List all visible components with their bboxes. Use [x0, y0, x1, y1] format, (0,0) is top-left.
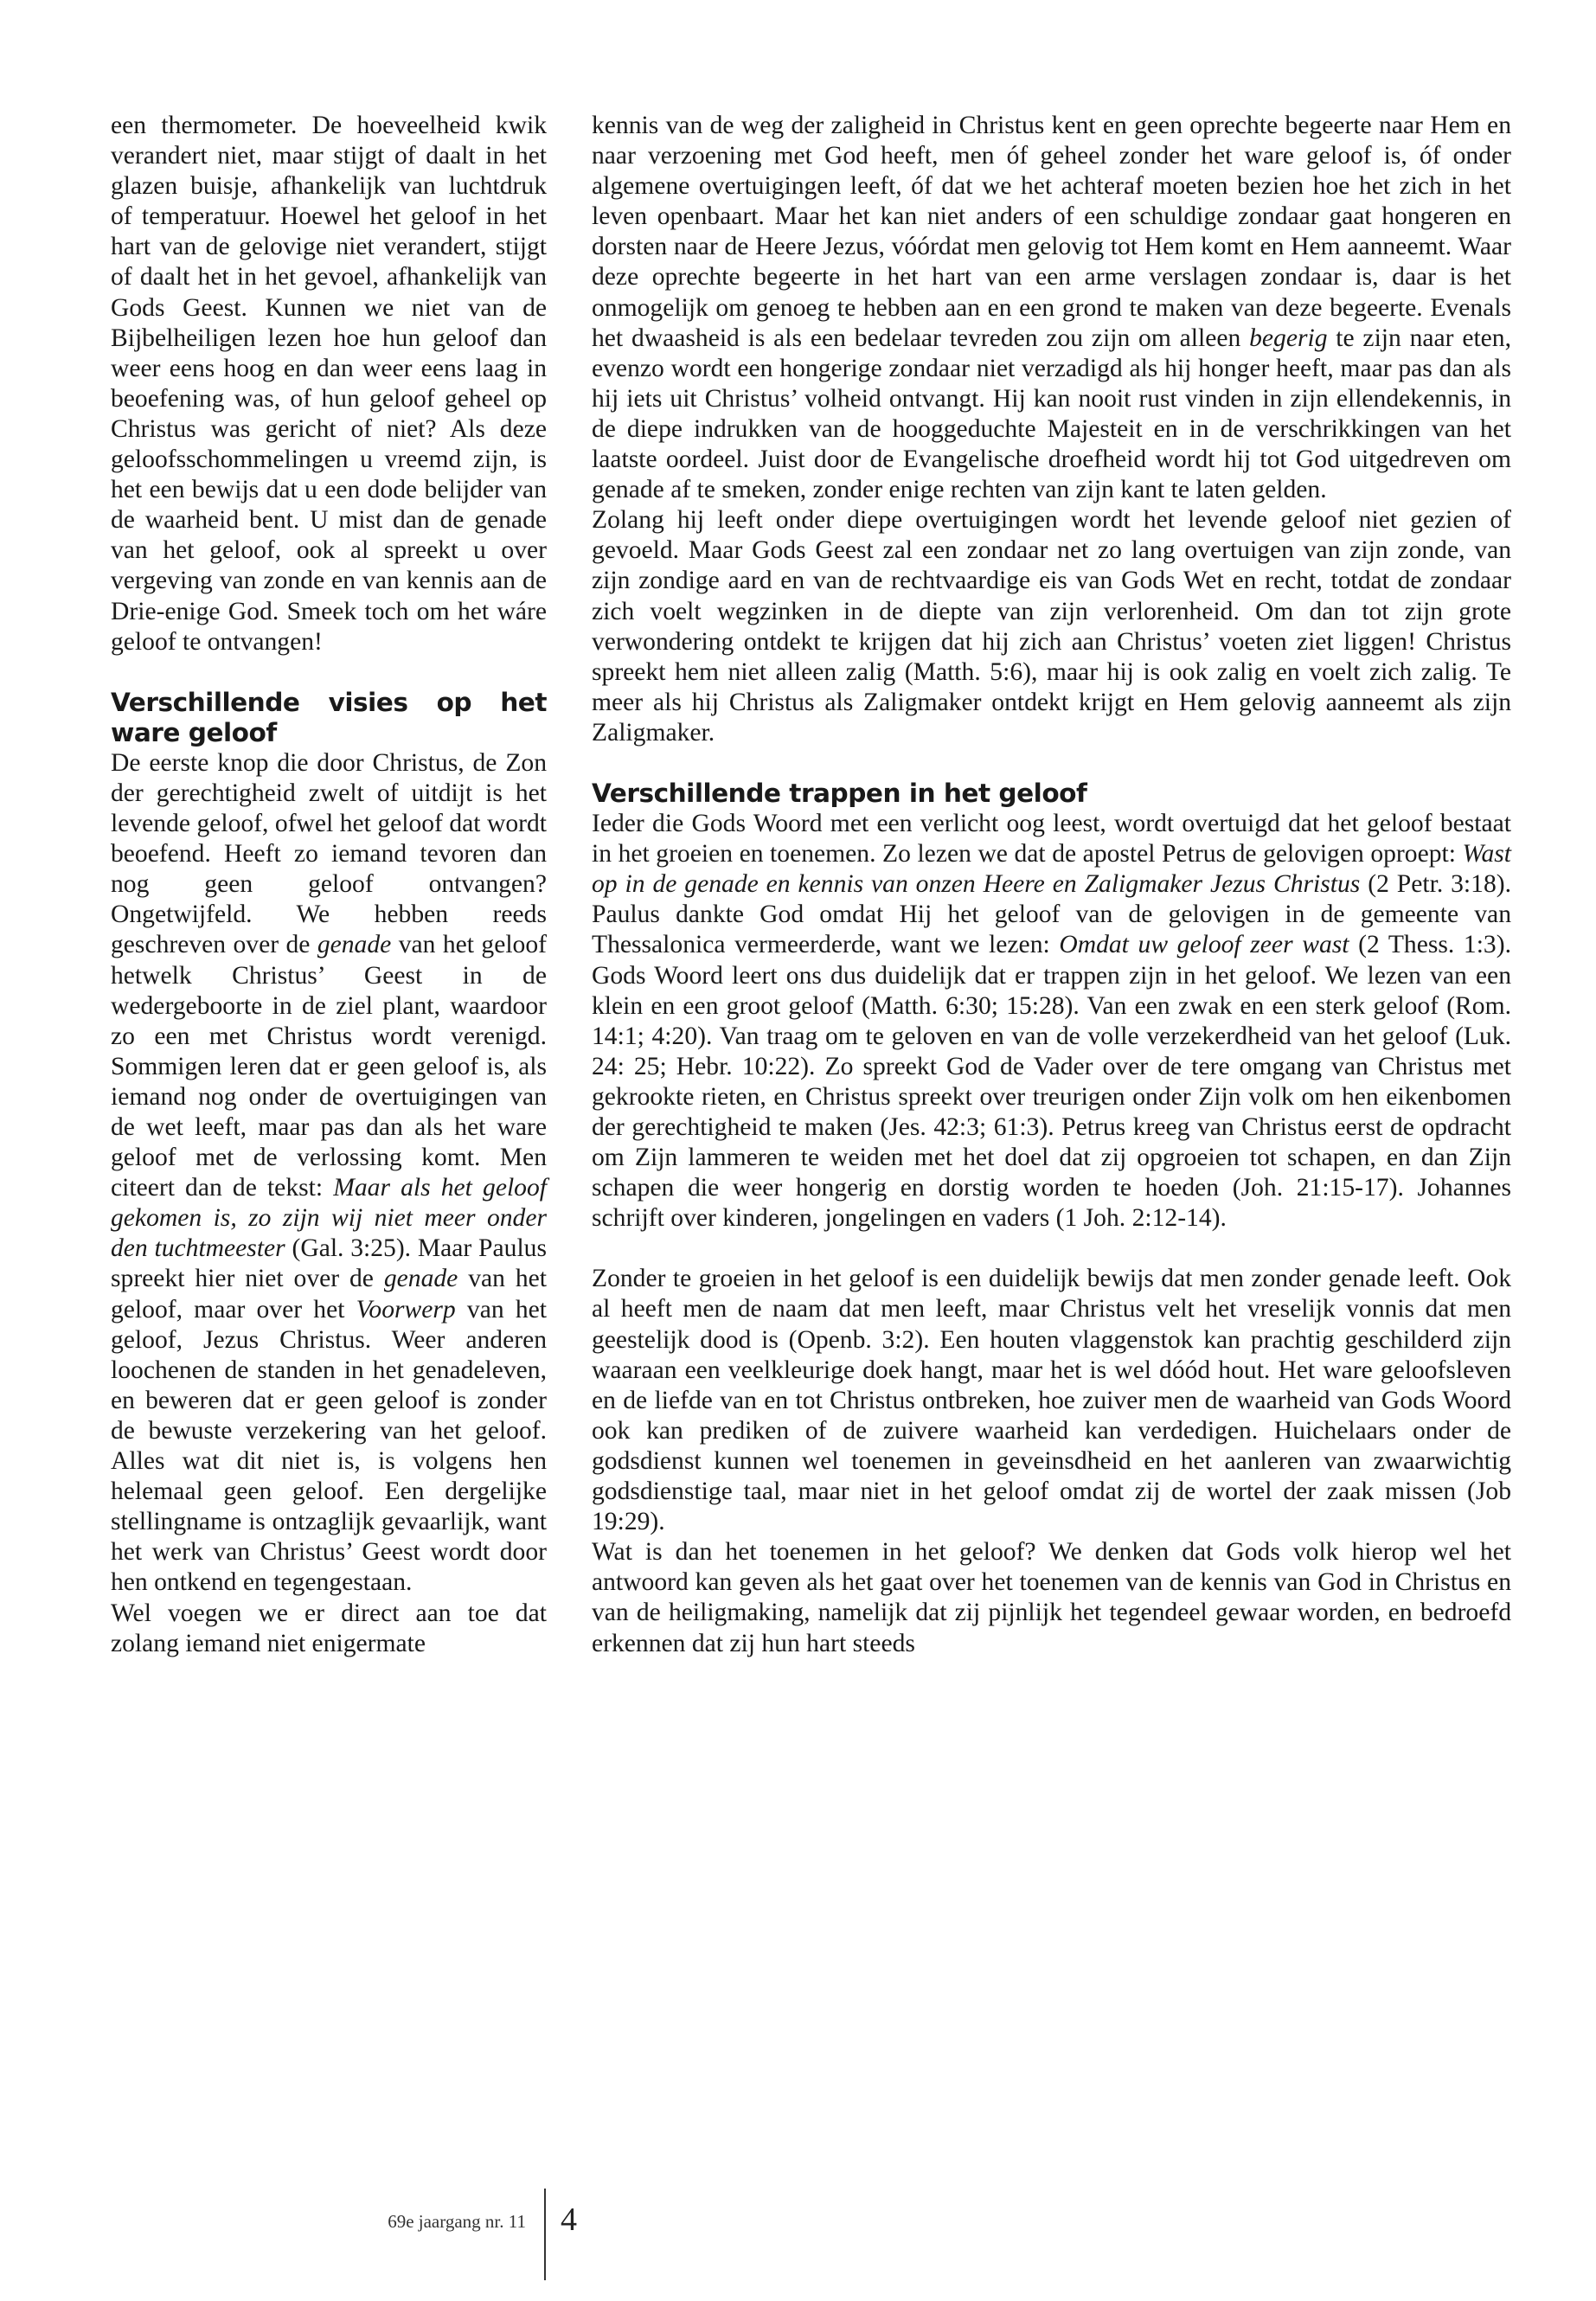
footer-divider — [544, 2189, 546, 2280]
paragraph: Wat is dan het toenemen in het geloof? We denken dat Gods volk hierop wel het antwoord kan geven als het gaat over het toenemen van de kennis van God in Christus en van de heiligmaking, namelijk dat zij pijnlijk het tegendeel gewaar worden, en bedroefd erkennen dat zij hun hart steeds — [592, 1538, 1511, 1657]
left-column — [111, 111, 547, 1659]
page-number: 4 — [561, 2202, 577, 2238]
paragraph: Zonder te groeien in het geloof is een duidelijk bewijs dat men zonder genade leeft. Ook al heeft men de naam dat men leeft, maar Christus velt het vreselijk vonnis dat men geestelijk dood is (Openb. 3:2). Een houten vlaggenstok kan prachtig geschilderd zijn waaraan een veelkleurige doek hangt, maar het is wel dóód hout. Het ware geloofsleven en de liefde van en tot Christus ontbreken, hoe zuiver men de waarheid van Gods Woord ook kan prediken of de zuivere waarheid kan verdedigen. Huichelaars onder de godsdienst kunnen wel toenemen in geveinsdheid en het aanleren van zwaarwichtig godsdienstige taal, maar niet in het geloof omdat zij de wortel der zaak missen (Job 19:29). — [592, 1265, 1511, 1536]
page-footer — [0, 2189, 1596, 2284]
section-heading: Verschillende trappen in het geloof — [592, 778, 1087, 808]
paragraph: kennis van de weg der zaligheid in Christus kent en geen oprechte begeerte naar Hem en naar verzoening met God heeft, men óf geheel zonder het ware geloof is, óf onder algemene overtuigingen leeft, óf dat we het achteraf moeten bezien hoe het zich in het leven openbaart. Maar het kan niet anders of een schuldige zondaar gaat hongeren en dorsten naar de Heere Jezus, vóórdat men gelovig tot Hem komt en Hem aanneemt. Waar deze oprechte begeerte in het hart van een arme verslagen zondaar is, daar is het onmogelijk om genoeg te hebben aan en een grond te maken van deze begeerte. Evenals het dwaasheid is als een bedelaar tevreden zou zijn om alleen begerig te zijn naar eten, evenzo wordt een hongerige zondaar niet verzadigd als hij honger heeft, maar pas dan als hij iets uit Christus’ volheid ontvangt. Hij kan nooit rust vinden in zijn ellendekennis, in de diepe indrukken van de hooggeduchte Majesteit en in de verschrikkingen van het laatste oordeel. Juist door de Evangelische droefheid wordt hij tot God uitgedreven om genade af te smeken, zonder enige rechten van zijn kant te laten gelden. — [592, 112, 1512, 504]
paragraph: een thermometer. De hoeveelheid kwik verandert niet, maar stijgt of daalt in het glazen buisje, afhankelijk van luchtdruk of temperatuur. Hoewel het geloof in het hart van de gelovige niet verandert, stijgt of daalt het in het gevoel, afhankelijk van Gods Geest. Kunnen we niet van de Bijbelheiligen lezen hoe hun geloof dan weer eens hoog en dan weer eens laag in beoefening was, of hun geloof geheel op Christus was gericht of niet? Als deze geloofsschommelingen u vreemd zijn, is het een bewijs dat u een dode belijder van de waarheid bent. U mist dan de genade van het geloof, ook al spreekt u over vergeving van zonde en van kennis aan de Drie-enige God. Smeek toch om het wáre geloof te ontvangen! — [111, 112, 547, 656]
right-column — [592, 111, 1511, 1659]
paragraph: De eerste knop die door Christus, de Zon der gerechtigheid zwelt of uitdijt is het levende geloof, ofwel het geloof dat wordt beoefend. Heeft zo iemand tevoren dan nog geen geloof ontvangen? Ongetwijfeld. We hebben reeds geschreven over de genade van het geloof hetwelk Christus’ Geest in de wedergeboorte in de ziel plant, waardoor zo een met Christus wordt verenigd. Sommigen leren dat er geen geloof is, als iemand nog onder de overtuigingen van de wet leeft, maar pas dan als het ware geloof met de verlossing komt. Men citeert dan de tekst: Maar als het geloof gekomen is, zo zijn wij niet meer onder den tuchtmeester (Gal. 3:25). Maar Paulus spreekt hier niet over de genade van het geloof, maar over het Voorwerp van het geloof, Jezus Christus. Weer anderen loochenen de standen in het genadeleven, en beweren dat er geen geloof is zonder de bewuste verzekering van het geloof. Alles wat dit niet is, is volgens hen helemaal geen geloof. Een dergelijke stellingname is ontzaglijk gevaarlijk, want het werk van Christus’ Geest wordt door hen ontkend en tegengestaan. — [111, 748, 547, 1597]
paragraph: Wel voegen we er direct aan toe dat zolang iemand niet enigermate — [111, 1599, 547, 1657]
paragraph: Zolang hij leeft onder diepe overtuigingen wordt het levende geloof niet gezien of gevoeld. Maar Gods Geest zal een zondaar net zo lang overtuigen van zijn zonde, van zijn zondige aard en van de rechtvaardige eis van Gods Wet en recht, totdat de zondaar zich voelt wegzinken in de diepte van zijn verlorenheid. Om dan tot zijn grote verwondering ontdekt te krijgen dat hij zich aan Christus’ voeten ziet liggen! Christus spreekt hem niet alleen zalig (Matth. 5:6), maar hij is ook zalig en voelt zich zalig. Te meer als hij Christus als Zaligmaker ontdekt krijgt en Hem gelovig aanneemt als zijn Zaligmaker. — [592, 506, 1511, 747]
paragraph: Ieder die Gods Woord met een verlicht oog leest, wordt overtuigd dat het geloof bestaat in het groeien en toenemen. Zo lezen we dat de apostel Petrus de gelovigen oproept: Wast op in de genade en kennis van onzen Heere en Zaligmaker Jezus Christus (2 Petr. 3:18). Paulus dankte God omdat Hij het geloof van de gelovigen in de gemeente van Thessalonica vermeerderde, want we lezen: Omdat uw geloof zeer wast (2 Thess. 1:3). Gods Woord leert ons dus duidelijk dat er trappen zijn in het geloof. We lezen van een klein en een groot geloof (Matth. 6:30; 15:28). Van een zwak en een sterk geloof (Rom. 14:1; 4:20). Van traag om te geloven en van de volle verzekerdheid van het geloof (Luk. 24: 25; Hebr. 10:22). Zo spreekt God de Vader over de tere omgang van Christus met gekrookte rieten, en Christus spreekt over treurigen onder Zijn volk om hen eikenbomen der gerechtigheid te maken (Jes. 42:3; 61:3). Petrus kreeg van Christus eerst de opdracht om Zijn lammeren te weiden met het doel dat zij opgroeien tot schapen, en dan Zijn schapen die weer hongerig en dorstig worden te hoeden (Joh. 21:15-17). Johannes schrijft over kinderen, jongelingen en vaders (1 Joh. 2:12-14). — [592, 810, 1511, 1233]
issue-label: 69e jaargang nr. 11 — [388, 2211, 526, 2232]
section-heading: Verschillende visies op het ware geloof — [111, 687, 547, 747]
